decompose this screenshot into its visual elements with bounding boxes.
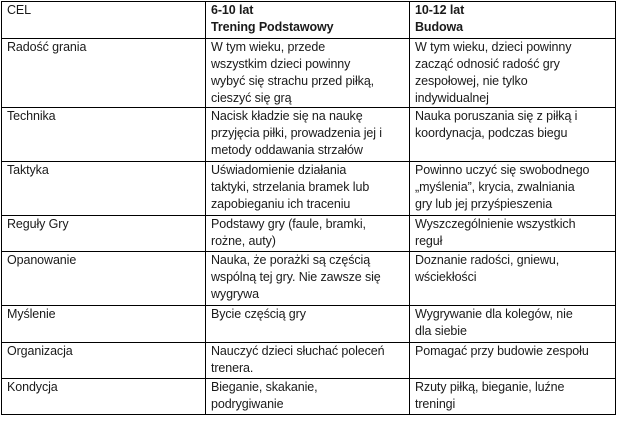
cell-line: treningi (415, 397, 456, 411)
goal-cell (2, 216, 206, 252)
age-6-10-cell (206, 108, 410, 162)
cell-line: Nauka poruszania się z piłką i (415, 109, 578, 123)
cell-line: podrygiwanie (211, 397, 284, 411)
cell-line: wygrywa (211, 287, 259, 301)
cell-line: taktyki, strzelania bramek lub (211, 180, 370, 194)
cell-line: wybyć się strachu przed piłką, (211, 74, 375, 88)
age-6-10-cell (206, 252, 410, 306)
cell-line: Nacisk kładzie się na naukę (211, 109, 363, 123)
cell-line: reguł (415, 234, 443, 248)
age-6-10-cell (206, 162, 410, 216)
goal-cell (2, 162, 206, 216)
cell-line: zacząć odnosić radość gry (415, 57, 560, 71)
cell-line: rożne, auty) (211, 234, 276, 248)
header-cel (2, 2, 206, 39)
goal-label: Myślenie (7, 307, 56, 321)
cell-line: Rzuty piłką, bieganie, luźne (415, 380, 565, 394)
cell-line: Doznanie radości, gniewu, (415, 253, 560, 267)
cell-line: przyjęcia piłki, prowadzenia jej i (211, 126, 382, 140)
cell-line: gry lub jej przyśpieszenia (415, 197, 553, 211)
cell-line: wściekłości (415, 270, 477, 284)
table-row (2, 39, 616, 108)
goal-cell (2, 252, 206, 306)
goal-label: Radość grania (7, 40, 87, 54)
age-10-12-cell (410, 379, 616, 415)
cell-line: cieszyć się grą (211, 91, 292, 105)
age-6-10-cell (206, 216, 410, 252)
cell-line: W tym wieku, dzieci powinny (415, 40, 572, 54)
header-cel-text: CEL (7, 3, 32, 17)
goal-cell (2, 39, 206, 108)
age-10-12-cell (410, 306, 616, 343)
table-row (2, 343, 616, 379)
cell-line: Bycie częścią gry (211, 307, 306, 321)
cell-line: Uświadomienie działania (211, 163, 347, 177)
age-10-12-cell (410, 252, 616, 306)
goal-cell (2, 108, 206, 162)
table-row (2, 379, 616, 415)
goal-cell (2, 343, 206, 379)
goal-label: Reguły Gry (7, 217, 69, 231)
table-row (2, 306, 616, 343)
header-6-10 (206, 2, 410, 39)
table-row (2, 162, 616, 216)
header-10-12-age: 10-12 lat (415, 3, 465, 17)
age-10-12-cell (410, 162, 616, 216)
goal-label: Kondycja (7, 380, 58, 394)
goal-label: Technika (7, 109, 56, 123)
goal-cell (2, 306, 206, 343)
cell-line: koordynacja, podczas biegu (415, 126, 568, 140)
age-6-10-cell (206, 39, 410, 108)
cell-line: Pomagać przy budowie zespołu (415, 344, 589, 358)
cell-line: trenera. (211, 361, 254, 375)
cell-line: wszystkim dzieci powinny (211, 57, 351, 71)
header-10-12 (410, 2, 616, 39)
cell-line: Podstawy gry (faule, bramki, (211, 217, 366, 231)
cell-line: Wygrywanie dla kolegów, nie (415, 307, 573, 321)
header-row (2, 2, 616, 39)
header-6-10-age: 6-10 lat (211, 3, 254, 17)
goal-label: Organizacja (7, 344, 73, 358)
cell-line: „myślenia”, krycia, zwalniania (415, 180, 575, 194)
goal-label: Opanowanie (7, 253, 77, 267)
header-6-10-title: Trening Podstawowy (211, 20, 334, 34)
table-row (2, 108, 616, 162)
table-row (2, 252, 616, 306)
cell-line: zapobieganiu ich traceniu (211, 197, 351, 211)
age-6-10-cell (206, 343, 410, 379)
cell-line: indywidualnej (415, 91, 489, 105)
training-table (1, 1, 616, 415)
cell-line: Powinno uczyć się swobodnego (415, 163, 590, 177)
cell-line: zespołowej, nie tylko (415, 74, 528, 88)
cell-line: dla siebie (415, 324, 467, 338)
age-10-12-cell (410, 343, 616, 379)
age-10-12-cell (410, 39, 616, 108)
training-table-container (1, 1, 616, 415)
cell-line: wspólną tej gry. Nie zawsze się (211, 270, 381, 284)
age-6-10-cell (206, 379, 410, 415)
header-10-12-title: Budowa (415, 20, 464, 34)
cell-line: W tym wieku, przede (211, 40, 326, 54)
cell-line: Nauczyć dzieci słuchać poleceń (211, 344, 385, 358)
cell-line: Wyszczególnienie wszystkich (415, 217, 576, 231)
age-10-12-cell (410, 216, 616, 252)
cell-line: Bieganie, skakanie, (211, 380, 318, 394)
cell-line: metody oddawania strzałów (211, 143, 363, 157)
age-10-12-cell (410, 108, 616, 162)
table-row (2, 216, 616, 252)
age-6-10-cell (206, 306, 410, 343)
goal-label: Taktyka (7, 163, 49, 177)
goal-cell (2, 379, 206, 415)
cell-line: Nauka, że porażki są częścią (211, 253, 371, 267)
